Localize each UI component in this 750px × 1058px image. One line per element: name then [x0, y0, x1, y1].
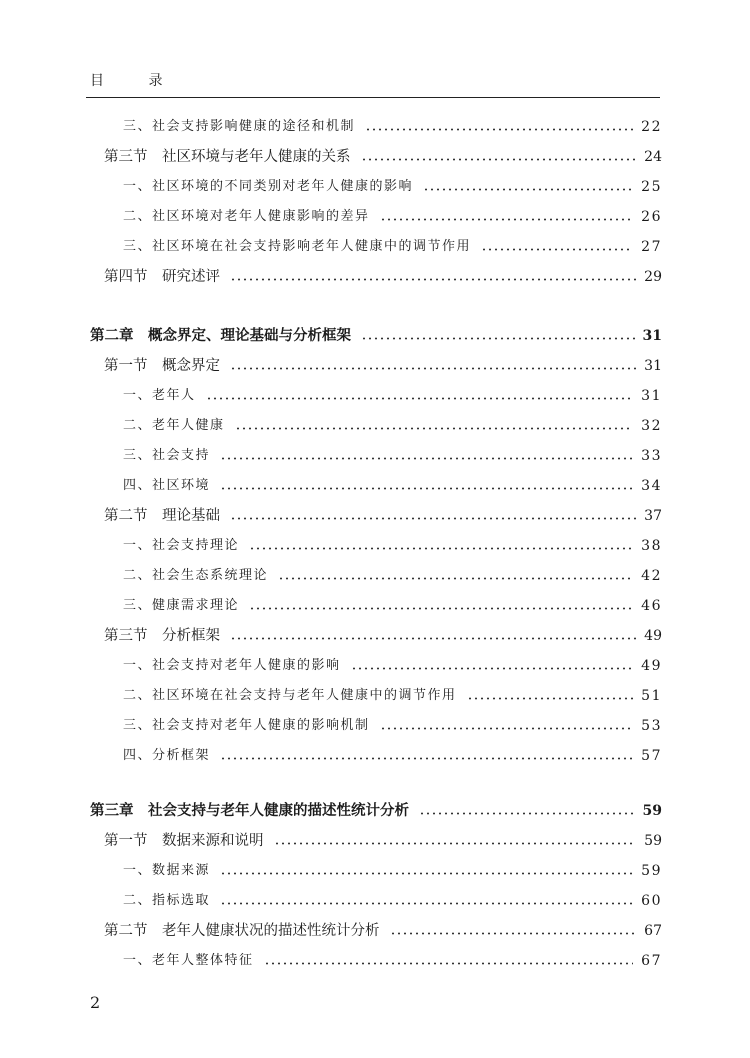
toc-entry [90, 325, 662, 347]
running-header: 目 录 [90, 73, 183, 89]
toc-entry-title: 第三章 社会支持与老年人健康的描述性统计分析 [90, 802, 409, 819]
toc-entry [104, 355, 662, 377]
dot-leader [419, 812, 635, 815]
toc-entry-page: 25 [641, 179, 662, 195]
toc-entry [123, 860, 662, 882]
toc-entry-page: 27 [641, 239, 662, 255]
toc-entry-page: 31 [642, 328, 662, 344]
dot-leader [220, 872, 633, 875]
toc-entry-title: 一、老年人整体特征 [123, 953, 254, 968]
toc-entry-page: 57 [641, 748, 662, 764]
toc-entry-title: 三、社会支持影响健康的途径和机制 [123, 119, 356, 134]
toc-entry-page: 22 [641, 119, 662, 135]
toc-entry-title: 一、社区环境的不同类别对老年人健康的影响 [123, 179, 414, 194]
toc-entry [123, 685, 662, 707]
toc-entry [123, 475, 662, 497]
toc-entry-page: 67 [644, 923, 662, 939]
toc-entry-page: 31 [641, 388, 662, 404]
toc-entry-page: 59 [641, 863, 662, 879]
toc-entry-title: 四、社区环境 [123, 478, 211, 493]
toc-entry [123, 385, 662, 407]
toc-entry [123, 176, 662, 198]
dot-leader [249, 547, 633, 550]
toc-entry-page: 38 [641, 538, 662, 554]
toc-entry-title: 三、社会支持对老年人健康的影响机制 [123, 718, 370, 733]
dot-leader [390, 932, 637, 935]
toc-entry-title: 二、老年人健康 [123, 418, 225, 433]
toc-entry [123, 950, 662, 972]
dot-leader [264, 962, 634, 965]
toc-entry-page: 31 [644, 358, 662, 374]
toc-entry-title: 第二节 老年人健康状况的描述性统计分析 [104, 923, 380, 939]
dot-leader [230, 517, 636, 520]
toc-entry [123, 116, 662, 138]
dot-leader [230, 367, 636, 370]
toc-entry-title: 二、社会生态系统理论 [123, 568, 269, 583]
page-number: 2 [90, 993, 101, 1012]
toc-entry-page: 24 [644, 149, 662, 165]
toc-entry [123, 565, 662, 587]
toc-entry-title: 一、社会支持对老年人健康的影响 [123, 658, 341, 673]
toc-entry [123, 535, 662, 557]
toc-entry-page: 29 [644, 269, 662, 285]
toc-entry-title: 一、数据来源 [123, 863, 211, 878]
dot-leader [249, 607, 633, 610]
toc-entry-title: 三、健康需求理论 [123, 598, 240, 613]
dot-leader [278, 577, 633, 580]
toc-entry-title: 一、社会支持理论 [123, 538, 240, 553]
toc-entry [123, 745, 662, 767]
toc-entry [90, 800, 662, 822]
toc-entry-page: 49 [644, 628, 662, 644]
toc-entry [104, 830, 662, 852]
toc-entry-title: 第一节 概念界定 [104, 358, 220, 374]
dot-leader [361, 337, 635, 340]
dot-leader [380, 218, 634, 221]
toc-entry [123, 415, 662, 437]
dot-leader [230, 278, 636, 281]
toc-entry [104, 625, 662, 647]
toc-entry-page: 26 [641, 209, 662, 225]
dot-leader [220, 757, 633, 760]
toc-entry-page: 60 [641, 893, 662, 909]
toc-entry [123, 236, 662, 258]
toc-entry-title: 第四节 研究述评 [104, 269, 220, 285]
toc-entry-page: 42 [641, 568, 662, 584]
toc-entry [123, 206, 662, 228]
toc-entry-title: 二、社区环境对老年人健康影响的差异 [123, 209, 370, 224]
toc-entry-title: 一、老年人 [123, 388, 196, 403]
toc-entry-page: 33 [641, 448, 662, 464]
toc-entry [123, 445, 662, 467]
toc-entry-title: 第一节 数据来源和说明 [104, 833, 264, 849]
toc-entry-page: 59 [642, 803, 662, 819]
toc-entry-page: 37 [644, 508, 662, 524]
toc-entry-page: 32 [641, 418, 662, 434]
toc-entry-title: 二、社区环境在社会支持与老年人健康中的调节作用 [123, 688, 457, 703]
toc-entry-page: 46 [641, 598, 662, 614]
dot-leader [220, 457, 633, 460]
toc-entry-title: 三、社区环境在社会支持影响老年人健康中的调节作用 [123, 239, 472, 254]
dot-leader [220, 487, 633, 490]
dot-leader [481, 248, 633, 251]
toc-entry [123, 715, 662, 737]
toc-entry-page: 34 [641, 478, 662, 494]
dot-leader [351, 667, 634, 670]
dot-leader [423, 188, 633, 191]
dot-leader [230, 637, 636, 640]
dot-leader [274, 842, 637, 845]
toc-entry [104, 146, 662, 168]
toc-entry-page: 51 [641, 688, 662, 704]
dot-leader [361, 158, 637, 161]
toc-entry-title: 第三节 社区环境与老年人健康的关系 [104, 149, 351, 165]
dot-leader [380, 727, 634, 730]
toc-entry [104, 505, 662, 527]
toc-entry-page: 49 [641, 658, 662, 674]
toc-entry [123, 890, 662, 912]
dot-leader [220, 902, 633, 905]
toc-entry-title: 三、社会支持 [123, 448, 211, 463]
toc-entry-title: 第三节 分析框架 [104, 628, 220, 644]
dot-leader [235, 427, 634, 430]
toc-entry [123, 595, 662, 617]
toc-entry [123, 655, 662, 677]
dot-leader [206, 397, 634, 400]
toc-entry [104, 266, 662, 288]
dot-leader [467, 697, 634, 700]
toc-entry-title: 四、分析框架 [123, 748, 211, 763]
toc-entry-title: 第二章 概念界定、理论基础与分析框架 [90, 327, 351, 344]
toc-entry [104, 920, 662, 942]
toc-entry-page: 59 [644, 833, 662, 849]
toc-entry-title: 第二节 理论基础 [104, 508, 220, 524]
dot-leader [365, 128, 633, 131]
toc-entry-page: 67 [641, 953, 662, 969]
toc-entry-page: 53 [641, 718, 662, 734]
toc-entry-title: 二、指标选取 [123, 893, 211, 908]
